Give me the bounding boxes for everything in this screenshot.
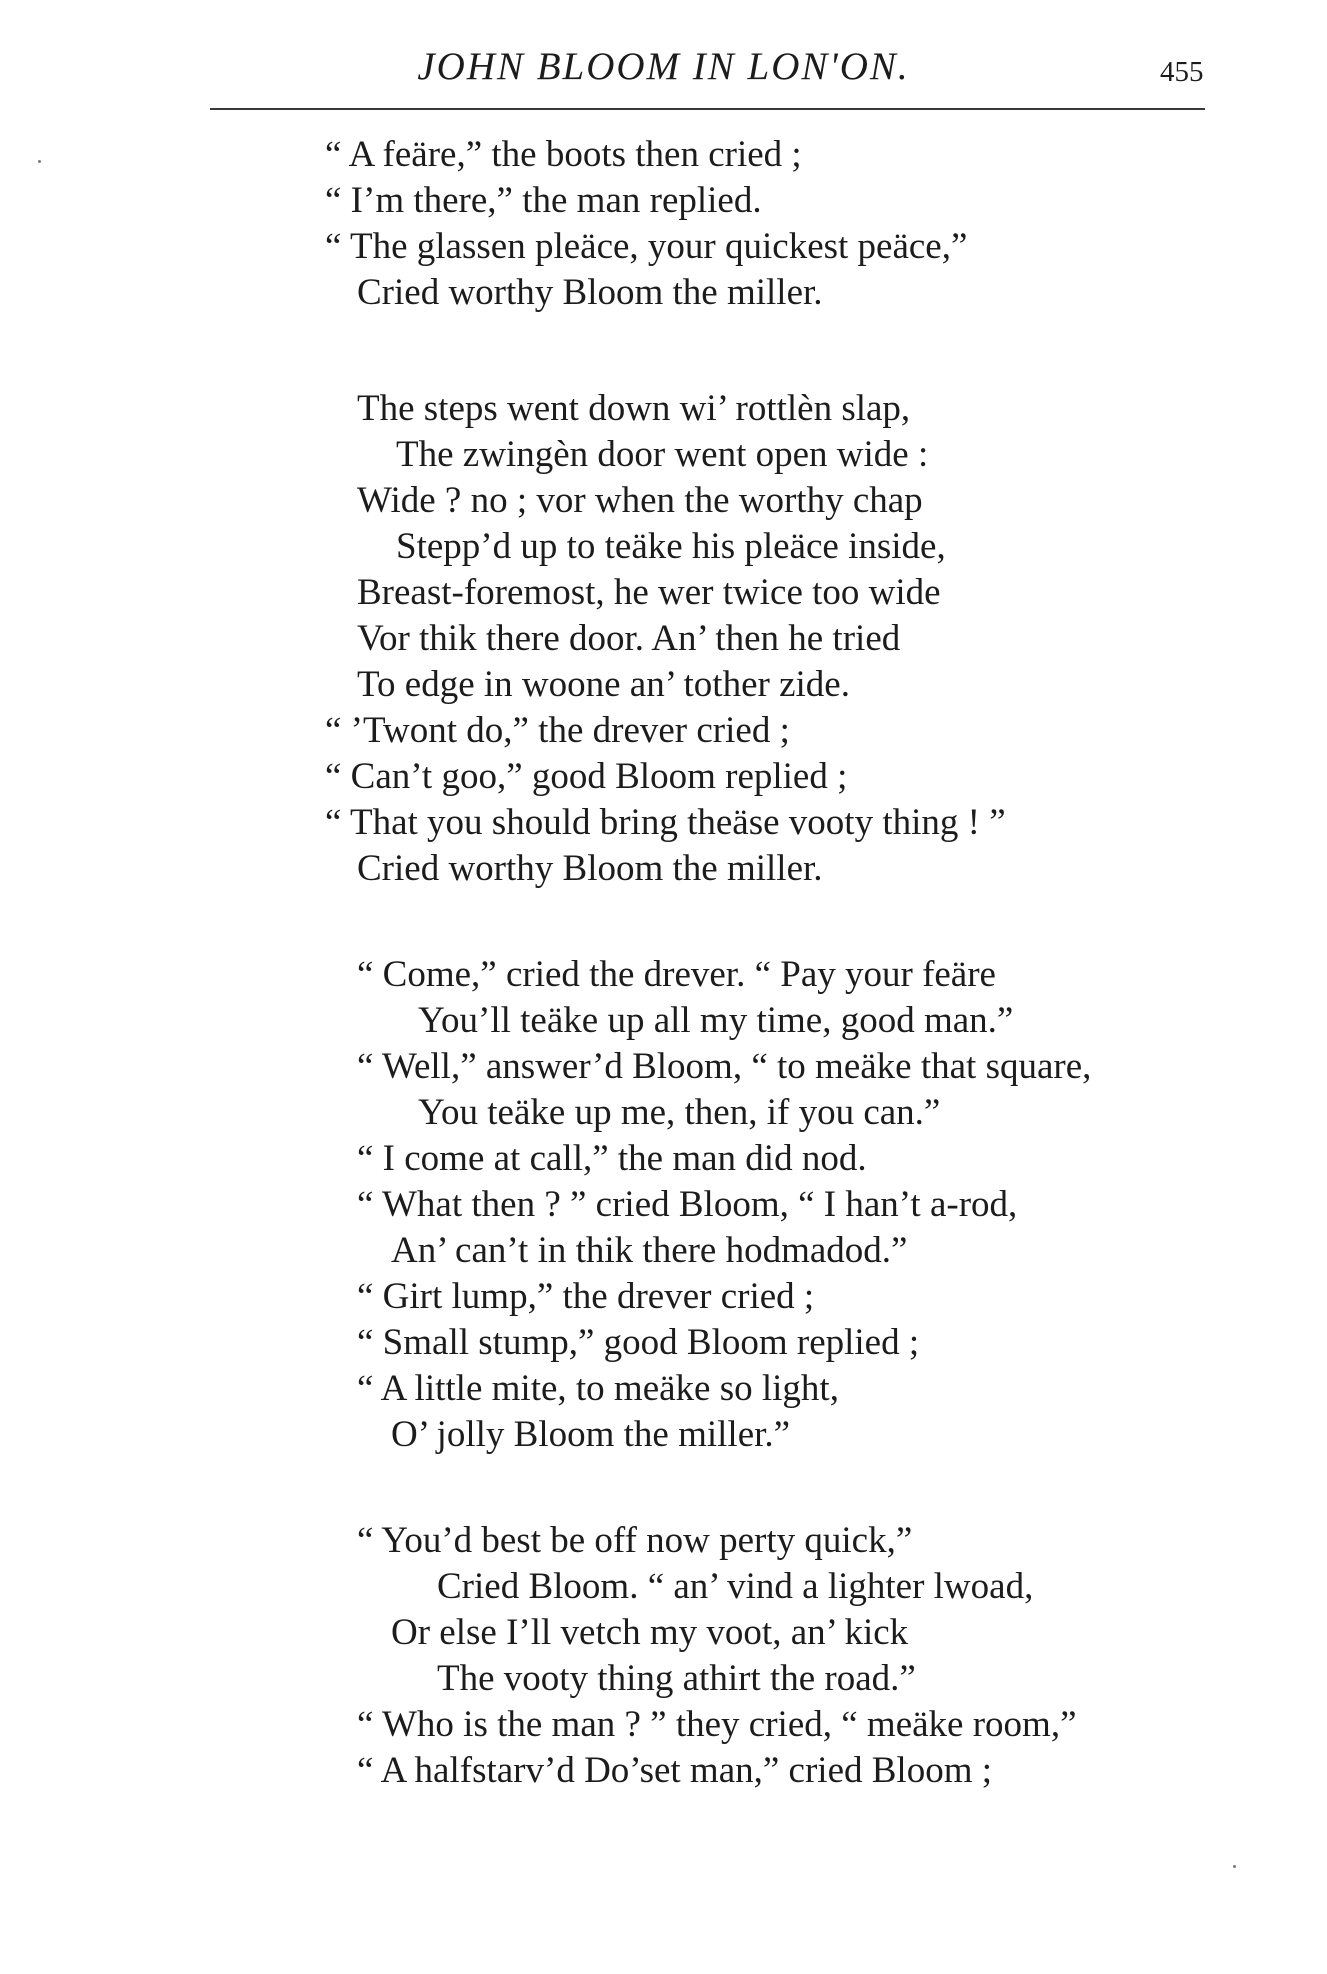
verse-line: “ Come,” cried the drever. “ Pay your feäre <box>357 954 996 995</box>
verse-line: “ Small stump,” good Bloom replied ; <box>357 1322 920 1363</box>
verse-line: You teäke up me, then, if you can.” <box>418 1092 941 1133</box>
verse-line: An’ can’t in thik there hodmadod.” <box>391 1230 908 1271</box>
verse-line: O’ jolly Bloom the miller.” <box>391 1414 791 1455</box>
verse-line: You’ll teäke up all my time, good man.” <box>418 1000 1014 1041</box>
verse-line: Cried worthy Bloom the miller. <box>357 848 823 889</box>
verse-line: Vor thik there door. An’ then he tried <box>357 618 901 659</box>
verse-line: “ I come at call,” the man did nod. <box>357 1138 867 1179</box>
verse-line: “ The glassen pleäce, your quickest peäce,” <box>325 226 968 267</box>
verse-line: “ I’m there,” the man replied. <box>325 180 762 221</box>
verse-line: “ Girt lump,” the drever cried ; <box>357 1276 815 1317</box>
verse-line: The vooty thing athirt the road.” <box>437 1658 916 1699</box>
header-rule <box>210 108 1205 110</box>
verse-line: “ Who is the man ? ” they cried, “ meäke room,” <box>357 1704 1077 1745</box>
verse-line: Cried Bloom. “ an’ vind a lighter lwoad, <box>437 1566 1034 1607</box>
verse-line: Stepp’d up to teäke his pleäce inside, <box>396 526 946 567</box>
verse-line: Cried worthy Bloom the miller. <box>357 272 823 313</box>
verse-line: “ That you should bring theäse vooty thing ! ” <box>325 802 1006 843</box>
verse-line: The zwingèn door went open wide : <box>396 434 929 475</box>
verse-line: “ Can’t goo,” good Bloom replied ; <box>325 756 848 797</box>
verse-line: The steps went down wi’ rottlèn slap, <box>357 388 911 429</box>
verse-line: “ Well,” answer’d Bloom, “ to meäke that square, <box>357 1046 1092 1087</box>
verse-line: “ What then ? ” cried Bloom, “ I han’t a-rod, <box>357 1184 1018 1225</box>
verse-line: Wide ? no ; vor when the worthy chap <box>357 480 923 521</box>
print-speck <box>1233 1865 1236 1868</box>
verse-line: “ A halfstarv’d Do’set man,” cried Bloom ; <box>357 1750 993 1791</box>
print-speck <box>38 160 41 163</box>
verse-line: To edge in woone an’ tother zide. <box>357 664 850 705</box>
verse-line: Or else I’ll vetch my voot, an’ kick <box>391 1612 909 1653</box>
verse-line: “ ’Twont do,” the drever cried ; <box>325 710 790 751</box>
verse-line: “ A little mite, to meäke so light, <box>357 1368 839 1409</box>
running-head-title: JOHN BLOOM IN LON'ON. <box>417 45 910 88</box>
page-number: 455 <box>1160 56 1204 88</box>
verse-line: “ You’d best be off now perty quick,” <box>357 1520 913 1561</box>
verse-line: “ A feäre,” the boots then cried ; <box>325 134 802 175</box>
verse-line: Breast-foremost, he wer twice too wide <box>357 572 941 613</box>
